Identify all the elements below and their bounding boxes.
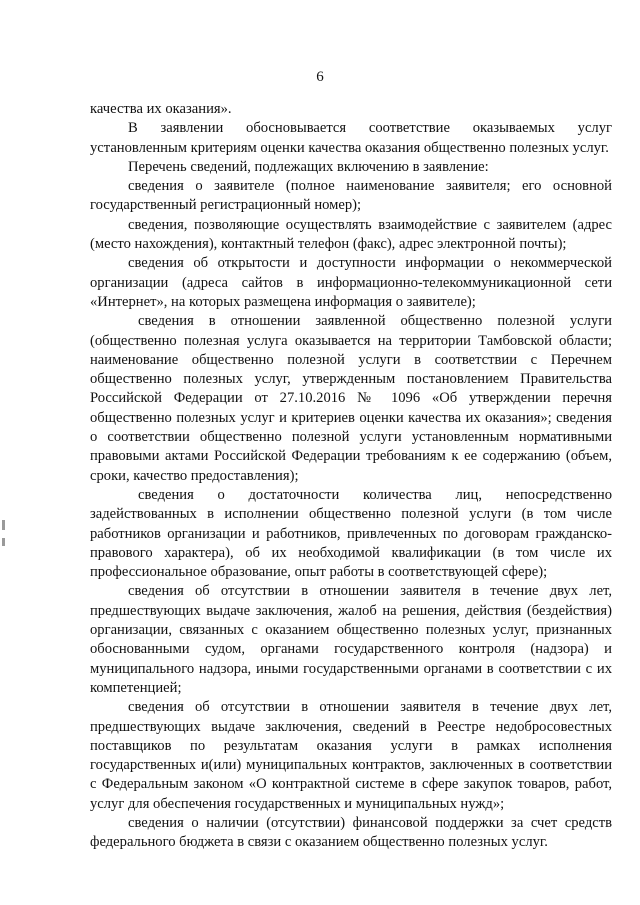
- list-item-contact-info: сведения, позволяющие осуществлять взаимодействие с заявителем (адрес (место нахождения), контактный телефон (факс), адрес электронной почты);: [90, 216, 612, 253]
- list-item-applicant-info: сведения о заявителе (полное наименование заявителя; его основной государственный регистрационный номер);: [90, 178, 612, 214]
- page-number: 6: [316, 69, 324, 85]
- scan-margin-mark: [2, 538, 5, 546]
- list-item-financial-support-info: сведения о наличии (отсутствии) финансовой поддержки за счет средств федерального бюджета в связи с оказанием общественно полезных услуг.: [90, 814, 612, 851]
- paragraph-continuation: качества их оказания».: [90, 101, 232, 117]
- list-item-staffing-info: сведения о достаточности количества лиц, непосредственно задействованных в исполнении общественно полезной услуги (в том числе работников организации и работников, привлеченных по договорам гражданско-правового характера), об их необходимой квалификации (в том числе их профессиональное образование, опыт работы в соответствующей сфере);: [90, 486, 612, 581]
- list-item-openness-info: сведения об открытости и доступности информации о некоммерческой организации (адреса сайтов в информационно-телекоммуникационной сети «Интернет», на которых размещена информация о заявителе);: [90, 255, 612, 310]
- paragraph-justification: В заявлении обосновывается соответствие оказываемых услуг установленным критериям оценки качества оказания общественно полезных услуг.: [90, 120, 612, 156]
- list-item-service-info: сведения в отношении заявленной общественно полезной услуги (общественно полезная услуга оказывается на территории Тамбовской области; наименование общественно полезной услуги в соответствии с Перечнем общественно полезных услуг, утвержденным постановлением Правительства Российской Федерации от 27.10.2016 № 1096 «Об утверждении перечня общественно полезных услуг и критериев оценки качества их оказания»; сведения о соответствии общественно полезной услуги установленным нормативными правовыми актами Российской Федерации требованиям к ее содержанию (объем, сроки, качество предоставления);: [90, 313, 612, 484]
- scan-margin-mark: [2, 520, 5, 530]
- paragraph-list-heading: Перечень сведений, подлежащих включению в заявление:: [128, 158, 489, 175]
- document-body: [90, 100, 612, 853]
- list-item-registry-info: сведения об отсутствии в отношении заявителя в течение двух лет, предшествующих выдаче заключения, сведений в Реестре недобросовестных поставщиков по результатам оказания услуги в рамках исполнения государственных и(или) муниципальных контрактов, заключенных в соответствии с Федеральным законом «О контрактной системе в сфере закупок товаров, работ, услуг для обеспечения государственных и муниципальных нужд»;: [90, 699, 612, 812]
- list-item-complaints-info: сведения об отсутствии в отношении заявителя в течение двух лет, предшествующих выдаче заключения, жалоб на решения, действия (бездействия) организации, связанных с оказанием общественно полезных услуг, признанных обоснованными судом, органами государственного контроля (надзора) и муниципального надзора, иными государственными органами в соответствии с их компетенцией;: [90, 583, 612, 696]
